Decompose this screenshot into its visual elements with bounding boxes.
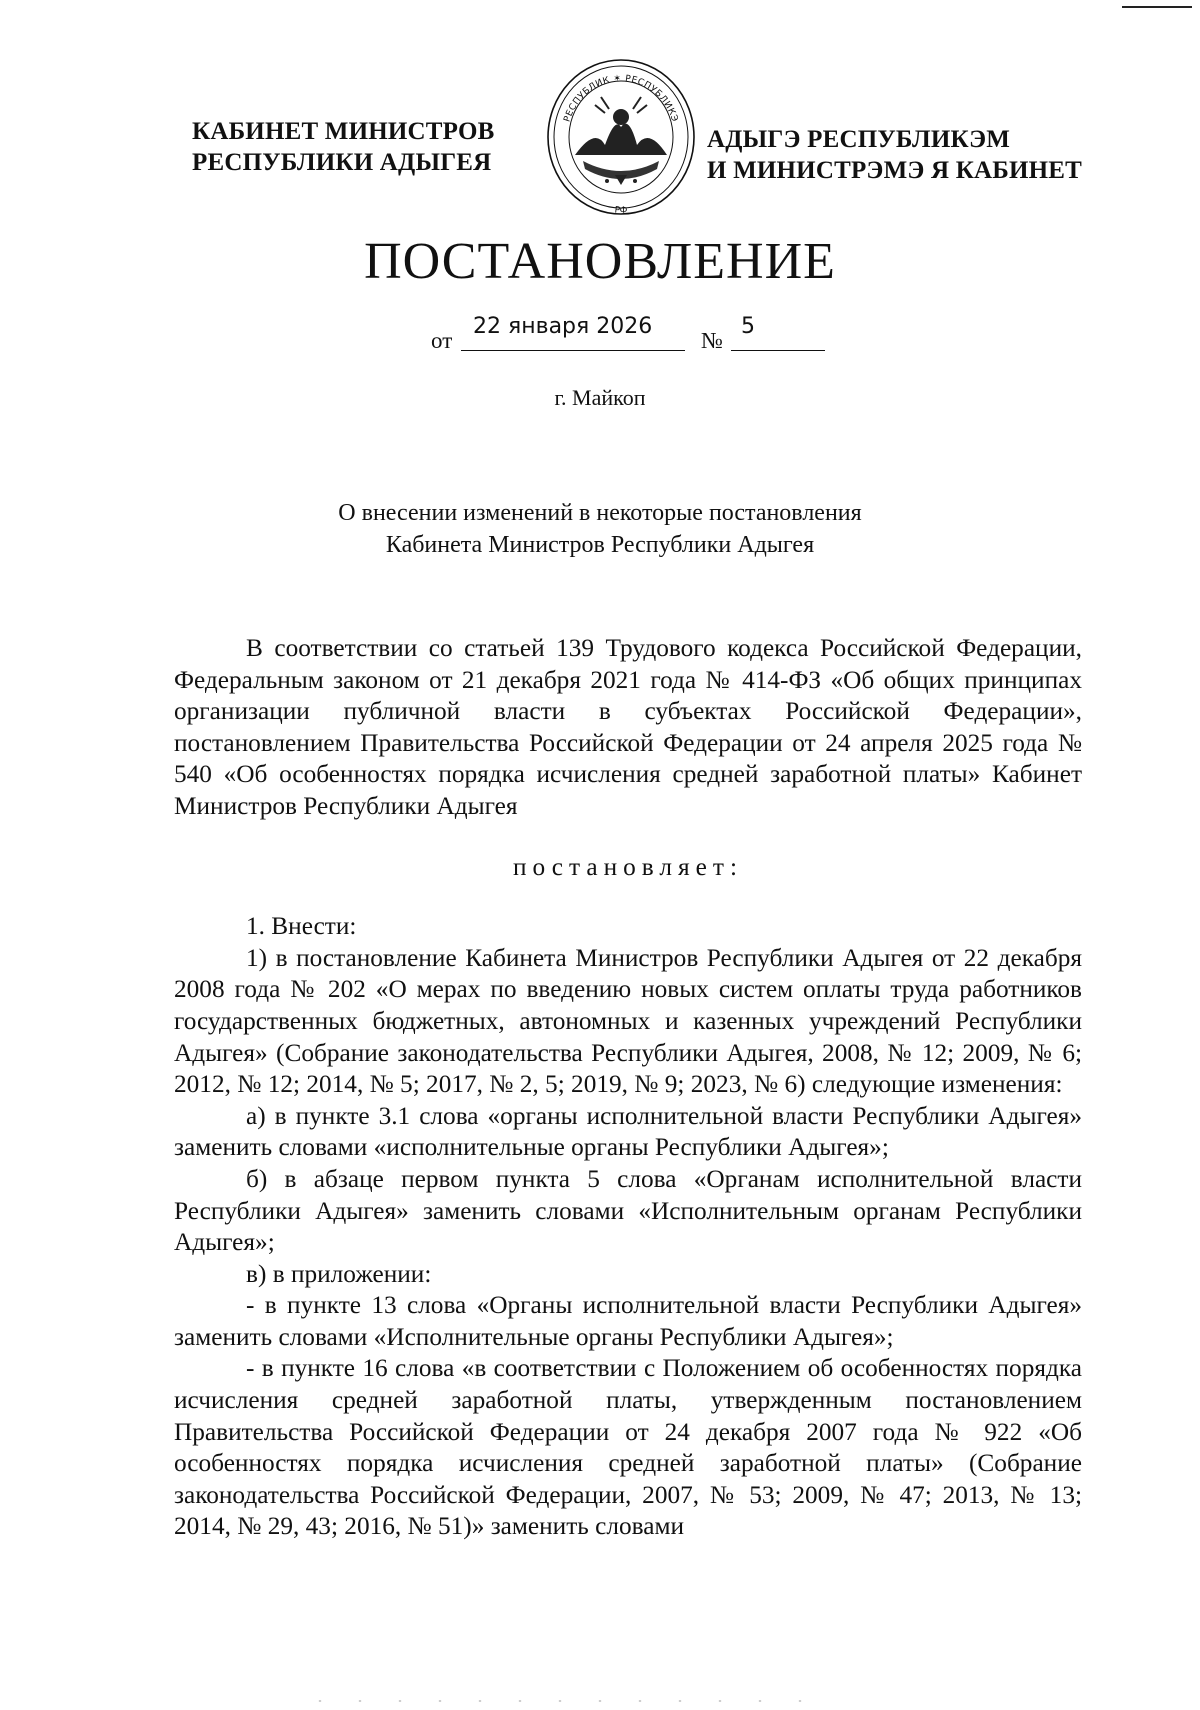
number-value: 5 xyxy=(741,314,755,339)
subject-line2: Кабинета Министров Республики Адыгея xyxy=(385,532,815,558)
header-left xyxy=(192,116,495,178)
paragraph-b: б) в абзаце первом пункта 5 слова «Органам исполнительной власти Республики Адыгея» заменить словами «Исполнительным органам Республики Адыгея»; xyxy=(174,1164,1082,1257)
header-left-line1: КАБИНЕТ МИНИСТРОВ xyxy=(192,118,495,145)
emblem-text-top: РЕСПУБЛИК ✶ РЕСПУБЛИКЭ xyxy=(562,73,680,124)
header-left-line2: РЕСПУБЛИКИ АДЫГЕЯ xyxy=(192,149,492,176)
date-number-line xyxy=(431,308,841,358)
header-right-line1: АДЫГЭ РЕСПУБЛИКЭМ xyxy=(707,126,1011,153)
date-prefix: от xyxy=(431,328,453,353)
date-field xyxy=(461,308,685,351)
document-subject xyxy=(0,497,1200,561)
scan-mark xyxy=(1122,6,1192,8)
coat-of-arms-icon xyxy=(545,57,697,217)
city: г. Майкоп xyxy=(554,385,646,410)
svg-text:РФ xyxy=(614,206,628,217)
paragraph-v: в) в приложении: xyxy=(246,1259,432,1288)
subject-line1: О внесении изменений в некоторые постановления xyxy=(338,500,862,526)
paragraph-item-13: - в пункте 13 слова «Органы исполнительной власти Республики Адыгея» заменить словами «Исполнительные органы Республики Адыгея»; xyxy=(174,1291,1082,1351)
date-value: 22 января 2026 xyxy=(473,314,653,339)
header-right-line2: И МИНИСТРЭМЭ Я КАБИНЕТ xyxy=(707,157,1083,184)
number-prefix: № xyxy=(701,328,723,353)
number-field xyxy=(731,308,825,351)
document-type-title: ПОСТАНОВЛЕНИЕ xyxy=(364,233,836,290)
paragraph-1: 1. Внести: xyxy=(246,912,357,941)
paragraph-1-1: 1) в постановление Кабинета Министров Республики Адыгея от 22 декабря 2008 года № 202 «О мерах по введению новых систем оплаты труда работников государственных бюджетных, автономных и казенных учреждений Республики Адыгея» (Собрание законодательства Республики Адыгея, 2008, № 12; 2009, № 6; 2012, № 12; 2014, № 5; 2017, № 2, 5; 2019, № 9; 2023, № 6) следующие изменения: xyxy=(174,943,1082,1099)
scan-dots xyxy=(300,1700,820,1702)
paragraph-item-16: - в пункте 16 слова «в соответствии с Положением об особенностях порядка исчисления средней заработной платы, утвержденным постановлением Правительства Российской Федерации от 24 декабря 2007 года № 922 «Об особенностях порядка исчисления средней заработной платы» (Собрание законодательства Российской Федерации, 2007, № 53; 2009, № 47; 2013, № 13; 2014, № 29, 43; 2016, № 51)» заменить словами xyxy=(174,1354,1082,1541)
emblem-text-bottom: РФ xyxy=(614,205,628,217)
ruling-word: постановляет: xyxy=(512,852,743,881)
header-right xyxy=(707,124,1082,186)
paragraph-a: а) в пункте 3.1 слова «органы исполнительной власти Республики Адыгея» заменить словами «исполнительные органы Республики Адыгея»; xyxy=(174,1101,1082,1162)
preamble-paragraph: В соответствии со статьей 139 Трудового кодекса Российской Федерации, Федеральным законом от 21 декабря 2021 года № 414-ФЗ «Об общих принципах организации публичной власти в субъектах Российской Федерации», постановлением Правительства Российской Федерации от 24 апреля 2025 года № 540 «Об особенностях порядка исчисления средней заработной платы» Кабинет Министров Республики Адыгея xyxy=(174,634,1082,820)
document-body xyxy=(174,633,1082,1543)
